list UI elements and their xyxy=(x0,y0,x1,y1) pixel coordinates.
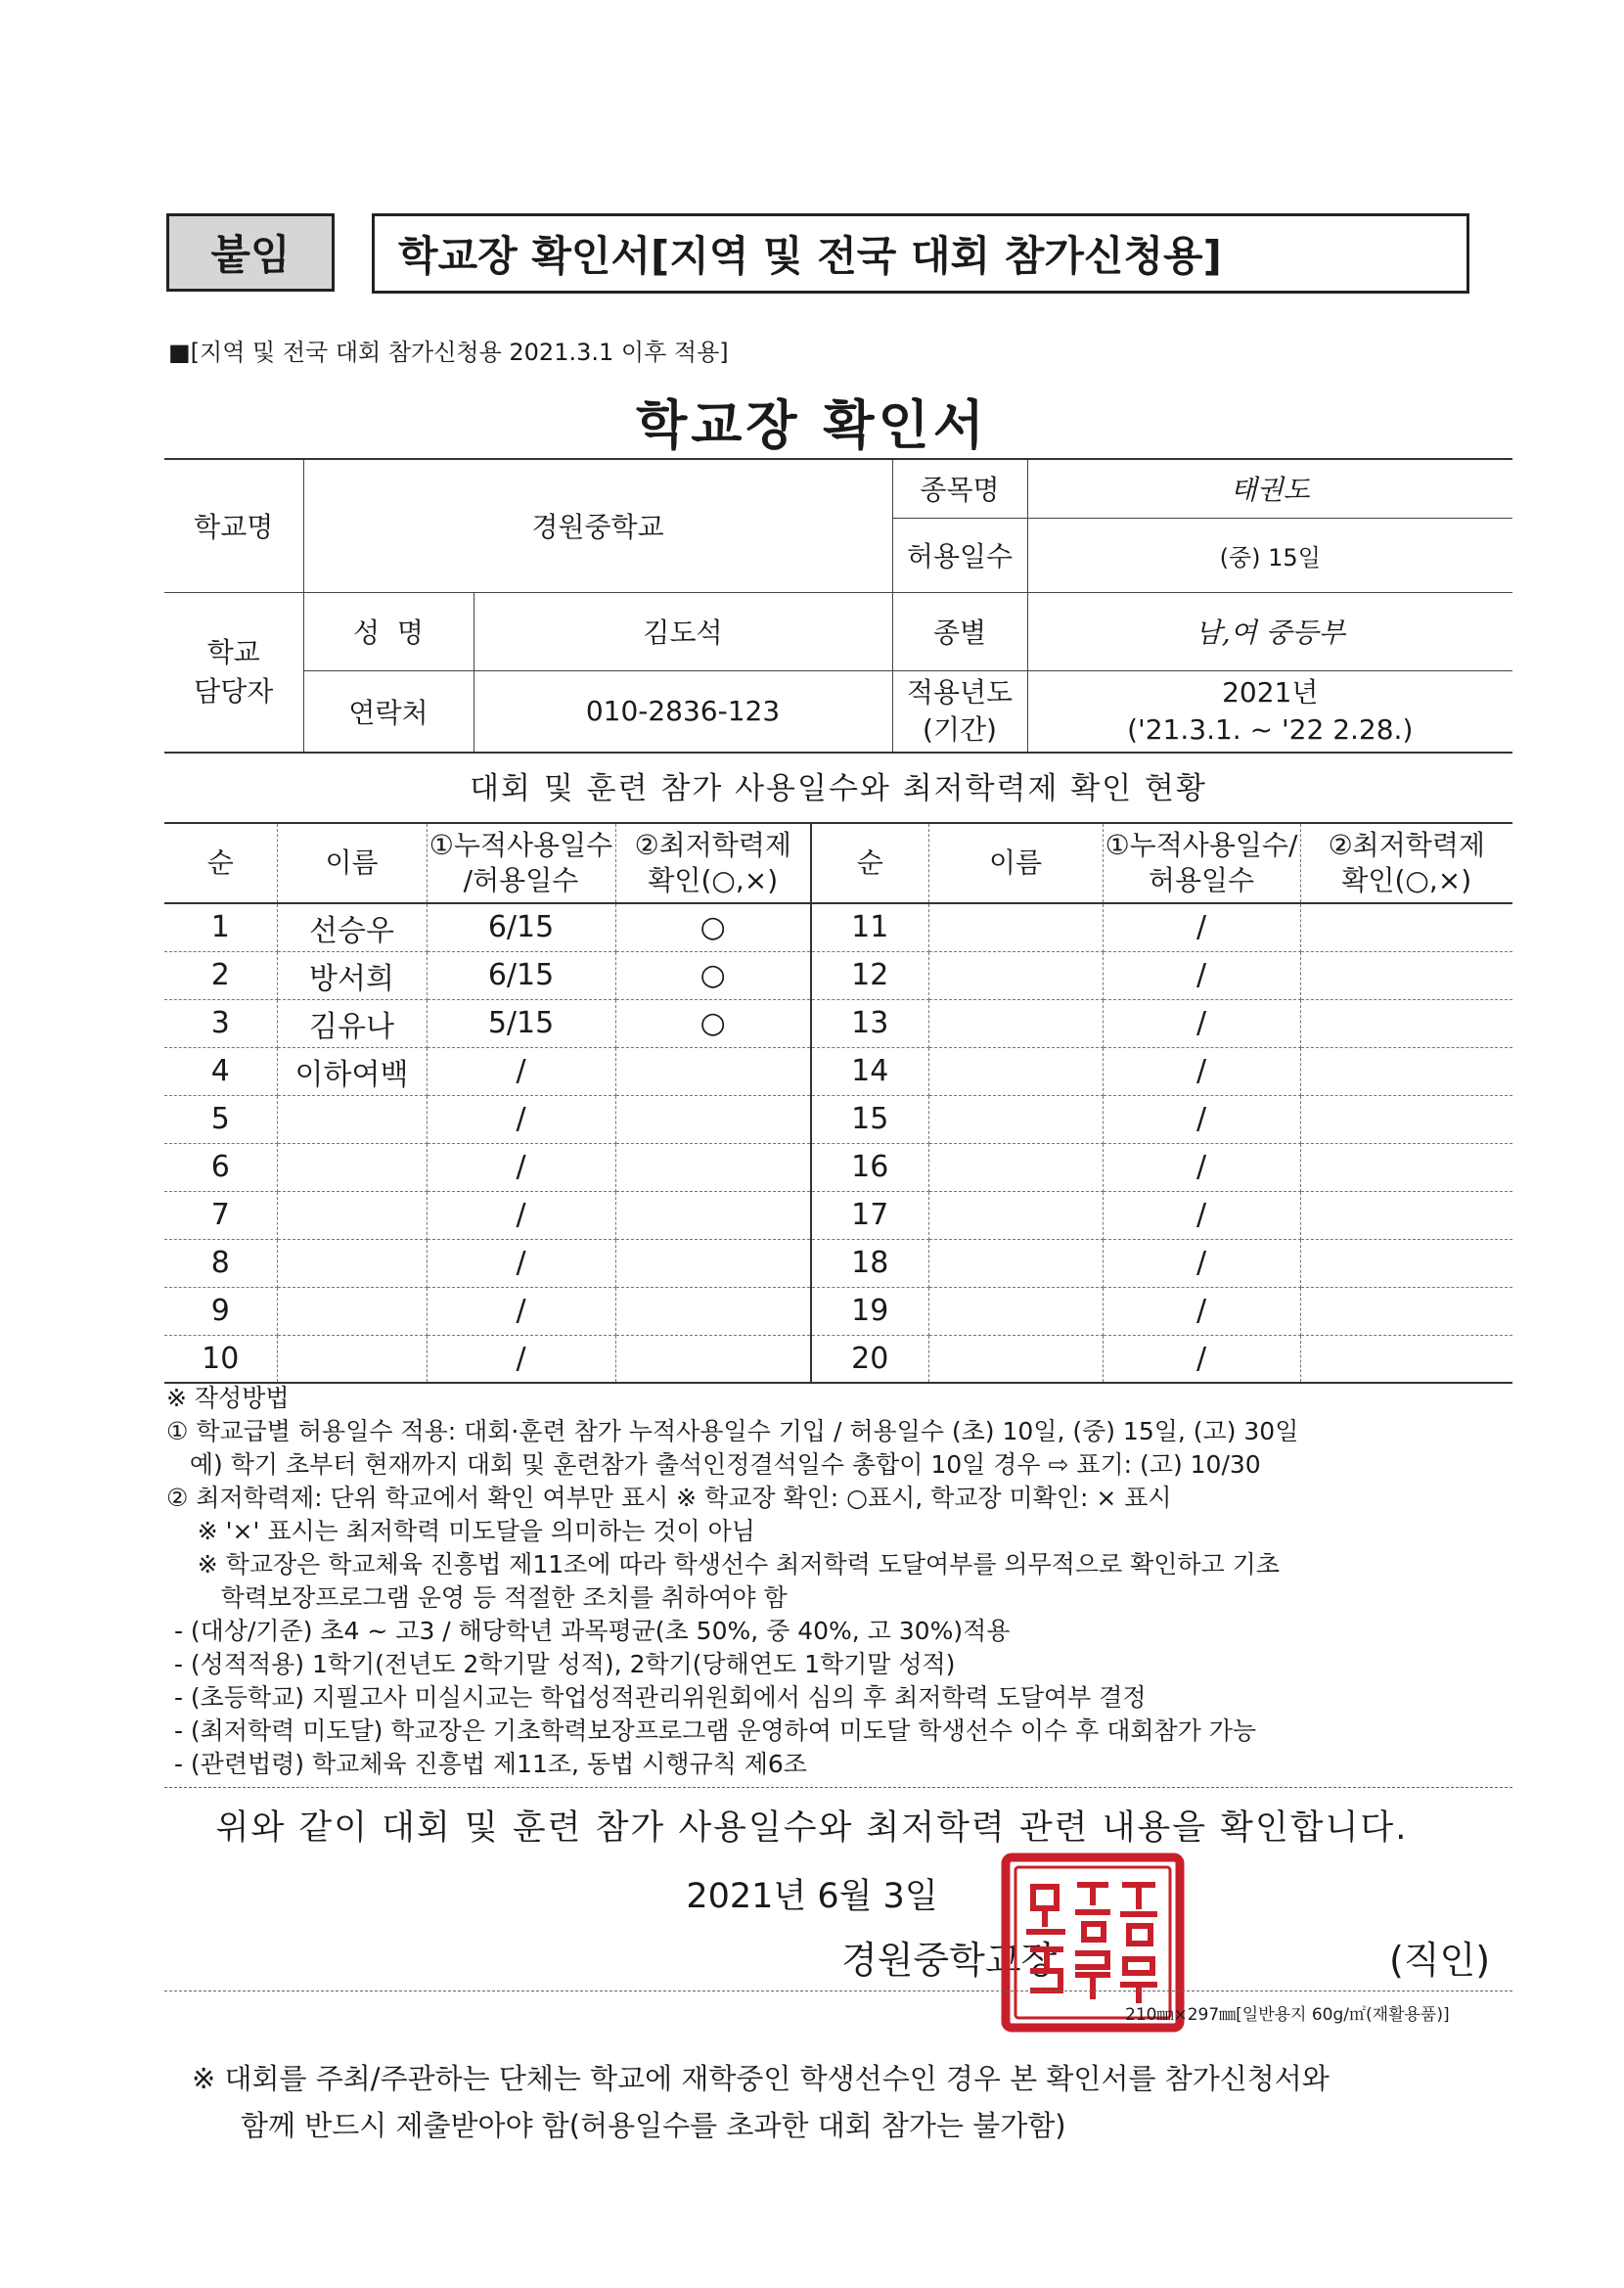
category-label: 종별 xyxy=(892,592,1027,670)
status-section-title: 대회 및 훈련 참가 사용일수와 최저학력제 확인 현황 xyxy=(470,771,1207,806)
page-title: 학교장 확인서 xyxy=(636,394,988,456)
academic-check xyxy=(1300,1191,1512,1239)
academic-check xyxy=(615,1191,811,1239)
row-number: 20 xyxy=(811,1335,928,1383)
seal-label: (직인) xyxy=(1389,1939,1491,1982)
row-number: 3 xyxy=(164,999,277,1047)
athlete-name xyxy=(277,1143,427,1191)
academic-check xyxy=(615,1287,811,1335)
table-row xyxy=(164,903,1512,951)
used-days: / xyxy=(427,1191,615,1239)
school-name-label: 학교명 xyxy=(164,459,303,592)
confirmation-statement: 위와 같이 대회 및 훈련 참가 사용일수와 최저학력 관련 내용을 확인합니다. xyxy=(215,1808,1409,1848)
row-number: 15 xyxy=(811,1095,928,1143)
year-label: 적용년도 (기간) xyxy=(892,670,1027,753)
row-number: 7 xyxy=(164,1191,277,1239)
row-number: 2 xyxy=(164,951,277,999)
used-days: / xyxy=(1103,999,1300,1047)
instruction-line: - (성적적용) 1학기(전년도 2학기말 성적), 2학기(당해연도 1학기말 성적) xyxy=(166,1650,956,1678)
used-days: / xyxy=(1103,1287,1300,1335)
used-days: / xyxy=(427,1143,615,1191)
table-row xyxy=(164,1191,1512,1239)
submission-note-line-1: ※ 대회를 주최/주관하는 단체는 학교에 재학중인 학생선수인 경우 본 확인서를 참가신청서와 xyxy=(192,2062,1330,2095)
attachment-tag: 붙임 xyxy=(166,213,335,292)
col-name-header-right: 이름 xyxy=(928,823,1103,903)
row-number: 13 xyxy=(811,999,928,1047)
manager-label: 학교 담당자 xyxy=(164,592,303,753)
school-info-table xyxy=(164,458,1512,754)
academic-check xyxy=(615,1095,811,1143)
submission-note xyxy=(192,2055,1493,2149)
document-header-title: 학교장 확인서[지역 및 전국 대회 참가신청용] xyxy=(372,213,1469,294)
athlete-name xyxy=(928,1335,1103,1383)
row-number: 18 xyxy=(811,1239,928,1287)
row-number: 14 xyxy=(811,1047,928,1095)
issue-date: 2021년 6월 3일 xyxy=(686,1877,938,1916)
academic-check xyxy=(615,1335,811,1383)
sport-value: 태권도 xyxy=(1027,459,1512,518)
athlete-name: 김유나 xyxy=(277,999,427,1047)
academic-check xyxy=(615,1047,811,1095)
academic-check xyxy=(1300,951,1512,999)
row-number: 12 xyxy=(811,951,928,999)
athlete-name xyxy=(277,1287,427,1335)
academic-check xyxy=(1300,1287,1512,1335)
instructions xyxy=(166,1382,1516,1781)
used-days: / xyxy=(427,1287,615,1335)
academic-check xyxy=(1300,1047,1512,1095)
instruction-line: - (대상/기준) 초4 ~ 고3 / 해당학년 과목평균(초 50%, 중 40%, 고 30%)적용 xyxy=(166,1617,1011,1645)
academic-check: ○ xyxy=(615,903,811,951)
row-number: 8 xyxy=(164,1239,277,1287)
used-days: 5/15 xyxy=(427,999,615,1047)
manager-name-value: 김도석 xyxy=(474,592,892,670)
athlete-name xyxy=(928,1287,1103,1335)
row-number: 16 xyxy=(811,1143,928,1191)
col-days-header: ①누적사용일수 /허용일수 xyxy=(427,823,615,903)
used-days: / xyxy=(427,1335,615,1383)
instruction-line: - (최저학력 미도달) 학교장은 기초학력보장프로그램 운영하여 미도달 학생선수 이수 후 대회참가 가능 xyxy=(166,1716,1257,1745)
manager-name-label: 성 명 xyxy=(303,592,474,670)
row-number: 6 xyxy=(164,1143,277,1191)
table-row xyxy=(164,951,1512,999)
academic-check xyxy=(615,1143,811,1191)
instruction-line: ① 학교급별 허용일수 적용: 대회·훈련 참가 누적사용일수 기입 / 허용일수 (초) 10일, (중) 15일, (고) 30일 xyxy=(166,1417,1299,1445)
instruction-line: - (초등학교) 지필고사 미실시교는 학업성적관리위원회에서 심의 후 최저학력 도달여부 결정 xyxy=(166,1683,1147,1712)
allowed-days-label: 허용일수 xyxy=(892,518,1027,592)
used-days: / xyxy=(1103,903,1300,951)
table-row xyxy=(164,1335,1512,1383)
academic-check xyxy=(1300,1239,1512,1287)
row-number: 9 xyxy=(164,1287,277,1335)
table-row xyxy=(164,1095,1512,1143)
instruction-line: ※ 학교장은 학교체육 진흥법 제11조에 따라 학생선수 최저학력 도달여부를 의무적으로 확인하고 기초 xyxy=(166,1550,1280,1579)
row-number: 1 xyxy=(164,903,277,951)
athlete-name: 방서희 xyxy=(277,951,427,999)
col-check-header-right: ②최저학력제 확인(○,×) xyxy=(1300,823,1512,903)
athlete-name xyxy=(928,903,1103,951)
academic-check xyxy=(1300,999,1512,1047)
used-days: / xyxy=(1103,1095,1300,1143)
row-number: 17 xyxy=(811,1191,928,1239)
category-value: 남,여 중등부 xyxy=(1027,592,1512,670)
row-number: 4 xyxy=(164,1047,277,1095)
athlete-name xyxy=(928,951,1103,999)
principal-signature: 경원중학교장 xyxy=(841,1939,1058,1982)
col-check-header: ②최저학력제 확인(○,×) xyxy=(615,823,811,903)
used-days: / xyxy=(1103,951,1300,999)
instruction-line: 예) 학기 초부터 현재까지 대회 및 훈련참가 출석인정결석일수 총합이 10일 경우 ⇨ 표기: (고) 10/30 xyxy=(166,1450,1261,1479)
athlete-name xyxy=(277,1191,427,1239)
academic-check xyxy=(1300,1095,1512,1143)
used-days: / xyxy=(1103,1191,1300,1239)
used-days: / xyxy=(427,1047,615,1095)
col-order-header: 순 xyxy=(164,823,277,903)
used-days: / xyxy=(1103,1047,1300,1095)
athlete-name xyxy=(928,1095,1103,1143)
instruction-line: 학력보장프로그램 운영 등 적절한 조치를 취하여야 함 xyxy=(166,1583,788,1612)
row-number: 11 xyxy=(811,903,928,951)
table-row xyxy=(164,1143,1512,1191)
used-days: / xyxy=(427,1095,615,1143)
academic-check xyxy=(1300,903,1512,951)
participation-table xyxy=(164,822,1512,1384)
academic-check xyxy=(1300,1335,1512,1383)
contact-value: 010-2836-123 xyxy=(474,670,892,753)
athlete-name xyxy=(928,999,1103,1047)
academic-check xyxy=(615,1239,811,1287)
applicability-notice: ■[지역 및 전국 대회 참가신청용 2021.3.1 이후 적용] xyxy=(168,339,729,366)
used-days: / xyxy=(427,1239,615,1287)
athlete-name xyxy=(928,1143,1103,1191)
athlete-name xyxy=(277,1095,427,1143)
used-days: / xyxy=(1103,1143,1300,1191)
used-days: 6/15 xyxy=(427,903,615,951)
athlete-name xyxy=(277,1239,427,1287)
row-number: 10 xyxy=(164,1335,277,1383)
row-number: 19 xyxy=(811,1287,928,1335)
table-row xyxy=(164,1239,1512,1287)
year-value: 2021년 ('21.3.1. ~ '22 2.28.) xyxy=(1027,670,1512,753)
table-row xyxy=(164,999,1512,1047)
paper-spec-note: 210㎜×297㎜[일반용지 60g/㎡(재활용품)] xyxy=(1125,2005,1450,2025)
used-days: 6/15 xyxy=(427,951,615,999)
instruction-line: ※ '×' 표시는 최저학력 미도달을 의미하는 것이 아님 xyxy=(166,1517,755,1545)
athlete-name: 이하여백 xyxy=(277,1047,427,1095)
contact-label: 연락처 xyxy=(303,670,474,753)
academic-check: ○ xyxy=(615,951,811,999)
divider-line xyxy=(164,1787,1512,1788)
col-name-header: 이름 xyxy=(277,823,427,903)
used-days: / xyxy=(1103,1239,1300,1287)
instruction-line: ② 최저학력제: 단위 학교에서 확인 여부만 표시 ※ 학교장 확인: ○표시, 학교장 미확인: × 표시 xyxy=(166,1484,1172,1512)
instruction-line: ※ 작성방법 xyxy=(166,1384,290,1412)
athlete-name xyxy=(277,1335,427,1383)
used-days: / xyxy=(1103,1335,1300,1383)
submission-note-line-2: 함께 반드시 제출받아야 함(허용일수를 초과한 대회 참가는 불가함) xyxy=(241,2109,1066,2142)
athlete-name: 선승우 xyxy=(277,903,427,951)
academic-check: ○ xyxy=(615,999,811,1047)
col-order-header-right: 순 xyxy=(811,823,928,903)
allowed-days-value: (중) 15일 xyxy=(1027,518,1512,592)
school-name-value: 경원중학교 xyxy=(303,459,892,592)
table-row xyxy=(164,1287,1512,1335)
sport-label: 종목명 xyxy=(892,459,1027,518)
athlete-name xyxy=(928,1191,1103,1239)
col-days-header-right: ①누적사용일수/ 허용일수 xyxy=(1103,823,1300,903)
academic-check xyxy=(1300,1143,1512,1191)
athlete-name xyxy=(928,1239,1103,1287)
instruction-line: - (관련법령) 학교체육 진흥법 제11조, 동법 시행규칙 제6조 xyxy=(166,1750,807,1778)
table-row xyxy=(164,1047,1512,1095)
row-number: 5 xyxy=(164,1095,277,1143)
athlete-name xyxy=(928,1047,1103,1095)
